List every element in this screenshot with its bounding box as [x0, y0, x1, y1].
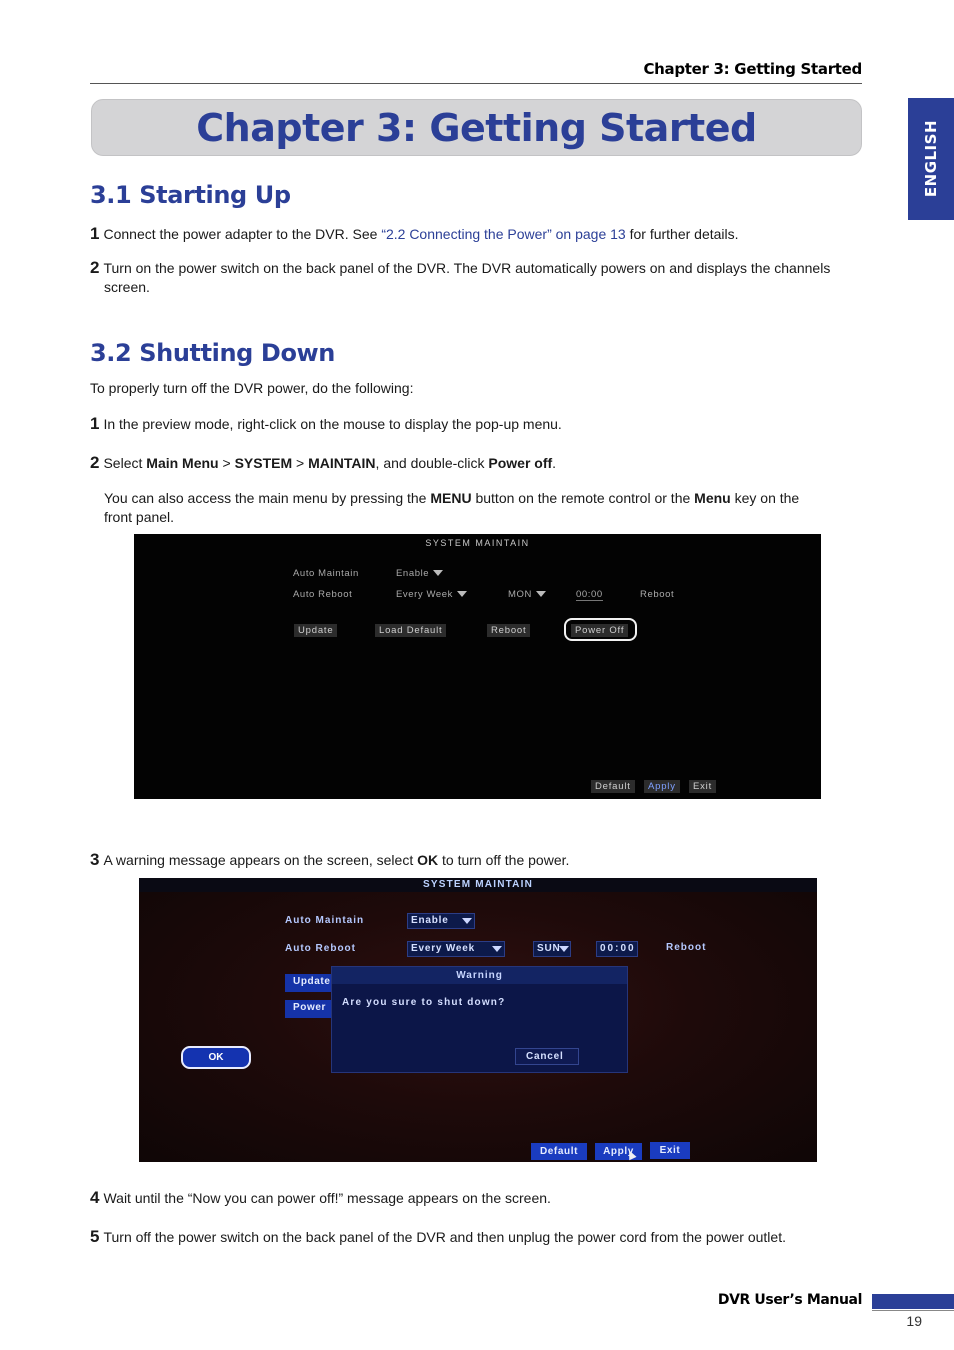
step-2-shutdown [90, 453, 865, 473]
step-number: 2 [90, 258, 100, 277]
step-number: 5 [90, 1227, 100, 1246]
step-text: Wait until the “Now you can power off!” message appears on the screen. [103, 1190, 551, 1206]
step-text: Turn off the power switch on the back panel of the DVR and then unplug the power cord from the power outlet. [103, 1229, 786, 1245]
menu-path-maintain: MAINTAIN [308, 455, 376, 471]
step-text-continued: screen. [104, 279, 150, 295]
note-text-continued: front panel. [104, 509, 175, 525]
step-number: 1 [90, 224, 100, 243]
step-text: > [292, 455, 309, 471]
step-3-shutdown [90, 850, 865, 870]
default-button[interactable]: Default [531, 1143, 587, 1160]
step-5-shutdown [90, 1227, 865, 1247]
dropdown-value: MON [508, 589, 532, 600]
note-menu-key: Menu [694, 490, 731, 506]
step-text: Select [103, 455, 147, 471]
reboot-button[interactable]: Reboot [487, 624, 530, 637]
reboot-label: Reboot [666, 942, 707, 953]
reboot-day-dropdown[interactable] [508, 589, 546, 600]
auto-reboot-label: Auto Reboot [293, 589, 353, 600]
step-4-shutdown [90, 1188, 865, 1208]
step-text: In the preview mode, right-click on the mouse to display the pop-up menu. [103, 416, 562, 432]
note-text: key on the [730, 490, 800, 506]
note-text: button on the remote control or the [471, 490, 695, 506]
running-header: Chapter 3: Getting Started [643, 60, 862, 78]
chapter-title: Chapter 3: Getting Started [196, 105, 757, 150]
auto-maintain-label: Auto Maintain [285, 915, 365, 926]
power-button[interactable]: Power [285, 1000, 333, 1018]
step-text: for further details. [625, 226, 739, 242]
section-title-starting-up: 3.1 Starting Up [90, 181, 291, 209]
chevron-down-icon [433, 570, 443, 576]
update-button[interactable]: Update [285, 974, 333, 992]
step-text: . [552, 455, 557, 471]
default-button[interactable]: Default [591, 780, 635, 793]
auto-reboot-label: Auto Reboot [285, 943, 356, 954]
ok-button[interactable]: OK [181, 1046, 251, 1069]
menu-access-note [90, 489, 865, 527]
menu-path-power-off: Power off [488, 455, 553, 471]
step-1-starting [90, 224, 865, 244]
step-text: to turn off the power. [438, 852, 570, 868]
footer-rule [872, 1310, 954, 1311]
menu-path-system: SYSTEM [234, 455, 293, 471]
step-number: 2 [90, 453, 100, 472]
reboot-frequency-dropdown[interactable]: Every Week [407, 941, 505, 957]
warning-dialog [331, 966, 628, 1073]
exit-button[interactable]: Exit [650, 1142, 690, 1159]
dialog-title: Warning [332, 967, 627, 984]
shutdown-intro: To properly turn off the DVR power, do the following: [90, 380, 414, 396]
chevron-down-icon [559, 946, 569, 952]
reboot-day-dropdown[interactable]: SUN [533, 941, 571, 957]
footer-manual-title: DVR User’s Manual [717, 1292, 862, 1308]
page-number: 19 [906, 1313, 922, 1329]
power-off-button[interactable]: Power Off [571, 624, 628, 637]
auto-maintain-dropdown[interactable] [396, 568, 443, 579]
apply-button[interactable]: Apply [595, 1143, 642, 1160]
step-text: > [218, 455, 235, 471]
system-maintain-screenshot-2 [139, 878, 817, 1162]
highlight-circle [564, 618, 637, 641]
language-tab [908, 98, 954, 220]
reboot-frequency-dropdown[interactable] [396, 589, 467, 600]
update-button[interactable]: Update [294, 624, 337, 637]
chevron-down-icon [457, 591, 467, 597]
chevron-down-icon [492, 946, 502, 952]
step-number: 4 [90, 1188, 100, 1207]
reboot-time-field[interactable]: 00:00 [596, 941, 638, 957]
dropdown-value: Enable [396, 568, 430, 579]
chevron-down-icon [536, 591, 546, 597]
header-rule [90, 83, 862, 84]
step-text: Turn on the power switch on the back panel of the DVR. The DVR automatically powers on and displays the channels [103, 260, 831, 276]
note-menu-button: MENU [430, 490, 472, 506]
step-2-starting [90, 258, 865, 297]
auto-maintain-label: Auto Maintain [293, 568, 359, 579]
footer-accent-bar [872, 1294, 954, 1309]
exit-button[interactable]: Exit [689, 780, 716, 793]
step-number: 1 [90, 414, 100, 433]
note-text: You can also access the main menu by pressing the [104, 490, 431, 506]
step-text: Connect the power adapter to the DVR. See [103, 226, 382, 242]
menu-path-main-menu: Main Menu [146, 455, 219, 471]
reboot-time-field[interactable]: 00:00 [576, 589, 603, 600]
step-text: , and double-click [375, 455, 489, 471]
reboot-label: Reboot [640, 589, 675, 600]
language-tab-label: ENGLISH [922, 120, 940, 198]
auto-maintain-dropdown[interactable]: Enable [407, 913, 475, 929]
chapter-banner [91, 99, 862, 156]
dialog-message: Are you sure to shut down? [342, 997, 506, 1008]
system-maintain-screenshot-1 [134, 534, 821, 799]
dropdown-value: Every Week [396, 589, 454, 600]
load-default-button[interactable]: Load Default [375, 624, 446, 637]
apply-button[interactable]: Apply [644, 780, 680, 793]
chevron-down-icon [462, 918, 472, 924]
section-title-shutting-down: 3.2 Shutting Down [90, 339, 335, 367]
screen-title: SYSTEM MAINTAIN [425, 538, 530, 548]
cancel-button[interactable]: Cancel [515, 1048, 579, 1065]
step-1-shutdown [90, 414, 865, 434]
step-number: 3 [90, 850, 100, 869]
step-text: A warning message appears on the screen, select [103, 852, 418, 868]
screen-title: SYSTEM MAINTAIN [422, 879, 534, 890]
cross-reference-link[interactable]: “2.2 Connecting the Power” on page 13 [381, 226, 626, 242]
ok-emphasis: OK [417, 852, 439, 868]
